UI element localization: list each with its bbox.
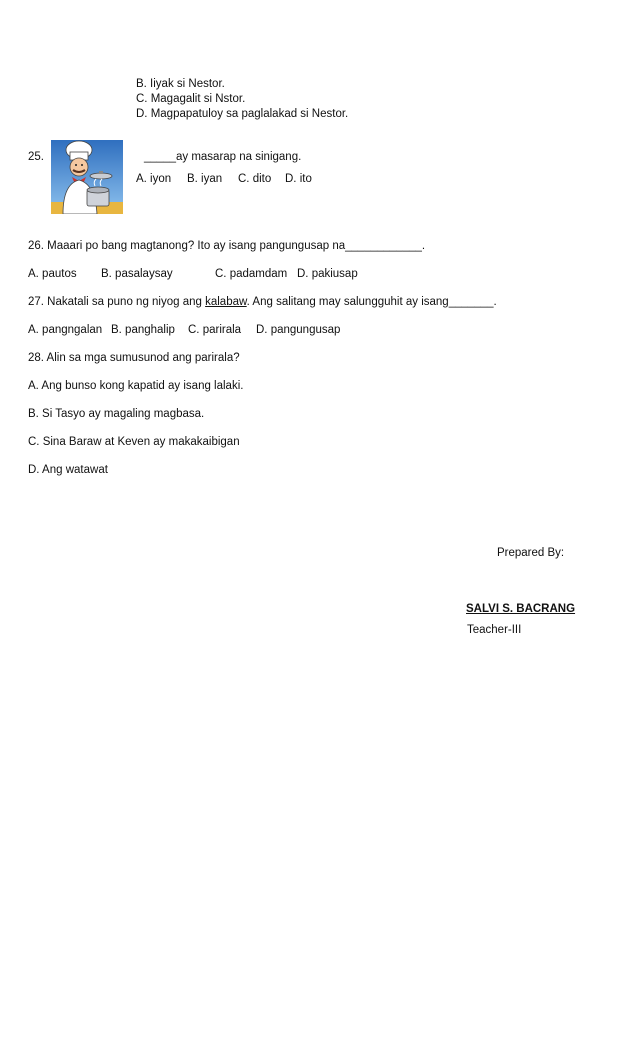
q25-blank: _____ bbox=[144, 151, 176, 163]
q26-choice-c: C. padamdam bbox=[215, 268, 288, 280]
q27-text-post: . Ang salitang may salungguhit ay isang_______. bbox=[246, 296, 497, 308]
q28-choice-c: C. Sina Baraw at Keven ay makakaibigan bbox=[28, 436, 240, 448]
prev-choice-b: B. Iiyak si Nestor. bbox=[136, 78, 225, 90]
q27-choice-a: A. pangngalan bbox=[28, 324, 103, 336]
q25-statement bbox=[144, 150, 301, 164]
q27-choice-c: C. parirala bbox=[188, 324, 242, 336]
q25-text: ay masarap na sinigang. bbox=[175, 151, 302, 163]
signatory-title: Teacher-III bbox=[467, 624, 522, 636]
q26-text: 26. Maaari po bang magtanong? Ito ay isang pangungusap na____________. bbox=[28, 240, 426, 252]
chef-with-pot-icon bbox=[51, 140, 123, 214]
q25-choice-b: B. iyan bbox=[187, 173, 223, 185]
q25-choice-c: C. dito bbox=[238, 173, 272, 185]
q28-choice-b: B. Si Tasyo ay magaling magbasa. bbox=[28, 408, 205, 420]
prev-choice-d: D. Magpapatuloy sa paglalakad si Nestor. bbox=[136, 108, 349, 120]
q28-choice-a: A. Ang bunso kong kapatid ay isang lalaki. bbox=[28, 380, 244, 392]
q25-choice-d: D. ito bbox=[285, 173, 312, 185]
q27-choice-d: D. pangungusap bbox=[256, 324, 341, 336]
q27-text bbox=[28, 295, 497, 309]
q26-choice-d: D. pakiusap bbox=[297, 268, 358, 280]
q27-underlined-word: kalabaw bbox=[205, 296, 247, 308]
q26-choice-b: B. pasalaysay bbox=[101, 268, 173, 280]
prepared-by-label: Prepared By: bbox=[497, 547, 565, 559]
signatory-name: SALVI S. BACRANG bbox=[466, 603, 576, 615]
q28-text: 28. Alin sa mga sumusunod ang parirala? bbox=[28, 352, 240, 364]
q25-number: 25. bbox=[28, 151, 44, 163]
q28-choice-d: D. Ang watawat bbox=[28, 464, 108, 476]
q27-text-pre: 27. Nakatali sa puno ng niyog ang bbox=[28, 296, 206, 308]
q26-choice-a: A. pautos bbox=[28, 268, 77, 280]
q27-choice-b: B. panghalip bbox=[111, 324, 175, 336]
prev-choice-c: C. Magagalit si Nstor. bbox=[136, 93, 246, 105]
q25-choice-a: A. iyon bbox=[136, 173, 172, 185]
